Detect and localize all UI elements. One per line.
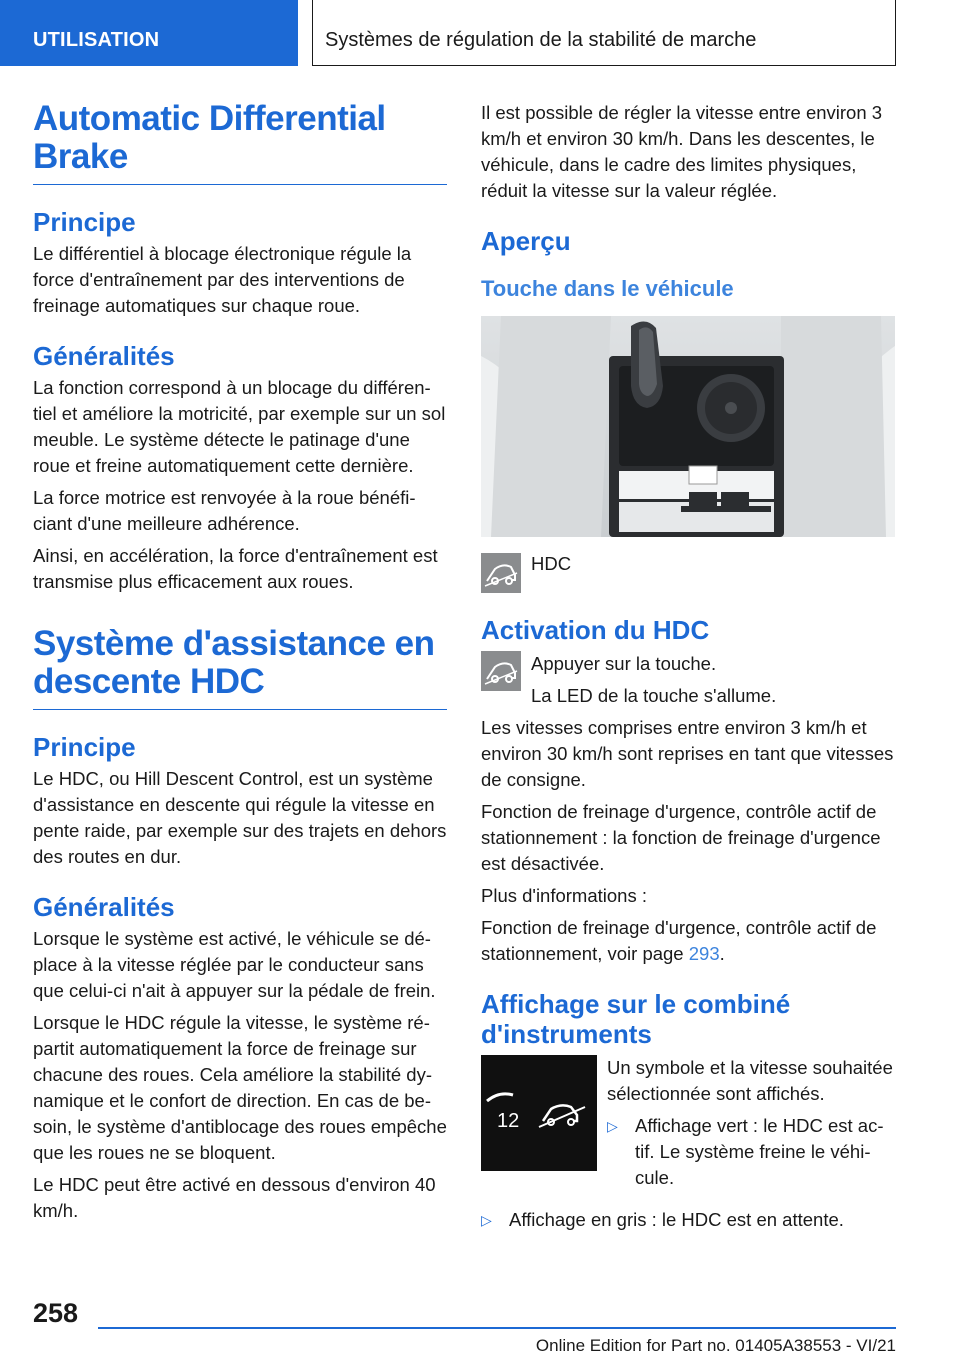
activation-step-row — [481, 651, 895, 709]
console-illustration-icon — [481, 316, 895, 537]
heading-touche: Touche dans le véhicule — [481, 276, 734, 301]
left-column — [33, 100, 447, 1230]
generalites-1-text-2: La force motrice est renvoyée à la roue bénéficiant d'une meilleure adhérence. — [33, 487, 416, 534]
generalites-1-text-1: La fonction correspond à un blocage du différentiel et améliore la motricité, par exemple sur un sol meuble. Le système détecte le patinage d'une roue et freine automatiquement cette dernière. — [33, 377, 446, 476]
bullet-triangle-icon: ▷ — [607, 1118, 618, 1134]
chapter-box — [312, 0, 896, 66]
footer-edition: Online Edition for Part no. 01405A38553 - VI/21 — [535, 1336, 896, 1355]
bullet-green: ▷ Affichage vert : le HDC est actif. Le système freine le véhicule. — [607, 1113, 895, 1197]
activation-step-1: Appuyer sur la touche. — [531, 653, 717, 674]
hdc-key-row — [481, 553, 895, 593]
heading-activation: Activation du HDC — [481, 615, 710, 645]
principe-2-text: Le HDC, ou Hill Descent Control, est un système d'assistance en descente qui régule la vitesse en pente raide, par exemple sur des trajets en dehors des routes en dur. — [33, 768, 447, 867]
heading-affichage: Affichage sur le combiné d'instruments — [481, 989, 791, 1049]
activation-text-1: Les vitesses comprises entre environ 3 km/h et environ 30 km/h sont reprises en tant que vitesses de consigne. — [481, 717, 894, 790]
generalites-1-text-3: Ainsi, en accélération, la force d'entraînement est transmise plus efficacement aux roues. — [33, 545, 438, 592]
title-adb: Automatic Differential Brake — [33, 100, 447, 185]
center-console-photo — [481, 316, 895, 537]
heading-principe-1: Principe — [33, 207, 136, 237]
activation-step-2: La LED de la touche s'allume. — [531, 685, 777, 706]
page-header — [0, 0, 960, 66]
right-column — [481, 100, 895, 1239]
activation-text-2: Fonction de freinage d'urgence, contrôle actif de stationnement : la fonction de freinage d'urgence est désactivée. — [481, 801, 881, 874]
heading-principe-2: Principe — [33, 732, 136, 762]
instrument-cluster-image — [481, 1055, 597, 1171]
combi-speed: 12 — [497, 1110, 520, 1132]
page-number: 258 — [33, 1298, 79, 1328]
generalites-2-text-3: Le HDC peut être activé en dessous d'environ 40 km/h. — [33, 1174, 436, 1221]
affichage-text: Un symbole et la vitesse souhaitée sélectionnée sont affichés. — [607, 1057, 893, 1104]
principe-1-text: Le différentiel à blocage électronique régule la force d'entraînement par des interventions de freinage automatiques sur chaque roue. — [33, 243, 412, 316]
combi-display-row — [481, 1055, 895, 1197]
title-hdc: Système d'assistance en descente HDC — [33, 625, 447, 710]
heading-generalites-1: Généralités — [33, 341, 175, 371]
hdc-key-label: HDC — [531, 553, 572, 574]
generalites-2-text-1: Lorsque le système est activé, le véhicule se déplace à la vitesse réglée par le conducteur sans que celui-ci n'ait à appuyer sur la pédale de frein. — [33, 928, 436, 1001]
bullet-grey: ▷ Affichage en gris : le HDC est en attente. — [481, 1207, 895, 1239]
intro-text: Il est possible de régler la vitesse entre environ 3 km/h et environ 30 km/h. Dans les descentes, le véhicule, dans le cadre des limites physiques, réduit la vitesse sur la valeur réglée. — [481, 102, 883, 201]
heading-generalites-2: Généralités — [33, 892, 175, 922]
activation-text-3: Plus d'informations : — [481, 885, 647, 906]
generalites-2-text-2: Lorsque le HDC régule la vitesse, le système répartit automatiquement la force de freinage sur chacune des roues. Cela améliore la stabilité dynamique et le confort de direction. En cas de besoin, le système d'antiblocage des roues empêche que les roues ne se bloquent. — [33, 1012, 447, 1163]
activation-text-4: Fonction de freinage d'urgence, contrôle actif de stationnement, voir page 293. — [481, 917, 877, 964]
heading-apercu: Aperçu — [481, 226, 571, 256]
section-label: UTILISATION — [33, 29, 160, 51]
hdc-icon — [481, 553, 521, 593]
section-tab — [0, 0, 298, 66]
hdc-button-icon — [481, 651, 521, 691]
page-reference-link[interactable]: 293 — [688, 943, 720, 964]
bullet-triangle-icon: ▷ — [481, 1212, 492, 1228]
chapter-label: Systèmes de régulation de la stabilité de marche — [325, 29, 757, 51]
footer-rule — [98, 1327, 896, 1329]
